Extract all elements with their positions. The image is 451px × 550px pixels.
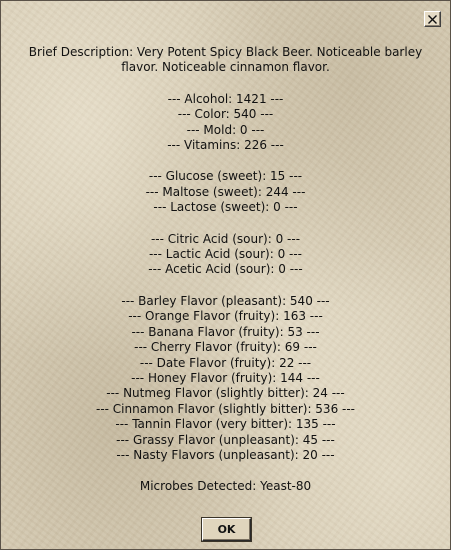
ok-button[interactable]: OK (202, 518, 251, 541)
nasty-flavors-line: --- Nasty Flavors (unpleasant): 20 --- (116, 447, 335, 462)
maltose-line: --- Maltose (sweet): 244 --- (145, 184, 306, 199)
cherry-flavor-line: --- Cherry Flavor (fruity): 69 --- (134, 340, 317, 355)
microbes-detected: Microbes Detected: Yeast-80 (139, 479, 312, 494)
banana-flavor-line: --- Banana Flavor (fruity): 53 --- (131, 324, 320, 339)
lactic-acid-line: --- Lactic Acid (sour): 0 --- (148, 247, 303, 262)
alcohol-line: --- Alcohol: 1421 --- (167, 91, 284, 106)
close-x-icon (428, 15, 437, 24)
barley-flavor-line: --- Barley Flavor (pleasant): 540 --- (121, 293, 330, 308)
tannin-flavor-line: --- Tannin Flavor (very bitter): 135 --- (115, 417, 336, 432)
close-button[interactable] (424, 11, 441, 27)
acetic-acid-line: --- Acetic Acid (sour): 0 --- (148, 262, 303, 277)
sugars-group (19, 169, 432, 215)
color-line: --- Color: 540 --- (177, 107, 274, 122)
lactose-line: --- Lactose (sweet): 0 --- (153, 200, 298, 215)
orange-flavor-line: --- Orange Flavor (fruity): 163 --- (128, 309, 323, 324)
grassy-flavor-line: --- Grassy Flavor (unpleasant): 45 --- (116, 432, 335, 447)
honey-flavor-line: --- Honey Flavor (fruity): 144 --- (131, 370, 320, 385)
brief-description: Brief Description: Very Potent Spicy Black Beer. Noticeable barley flavor. Noticeable cinnamon flavor. (28, 45, 423, 75)
flavors-group (19, 294, 432, 463)
mold-line: --- Mold: 0 --- (186, 122, 265, 137)
date-flavor-line: --- Date Flavor (fruity): 22 --- (139, 355, 312, 370)
citric-acid-line: --- Citric Acid (sour): 0 --- (150, 231, 301, 246)
nutmeg-flavor-line: --- Nutmeg Flavor (slightly bitter): 24 --- (106, 386, 345, 401)
vitamins-line: --- Vitamins: 226 --- (167, 138, 284, 153)
acids-group (19, 232, 432, 278)
basic-stats-group (19, 92, 432, 154)
glucose-line: --- Glucose (sweet): 15 --- (148, 169, 303, 184)
cinnamon-flavor-line: --- Cinnamon Flavor (slightly bitter): 536 --- (95, 401, 356, 416)
brew-details (19, 45, 432, 495)
